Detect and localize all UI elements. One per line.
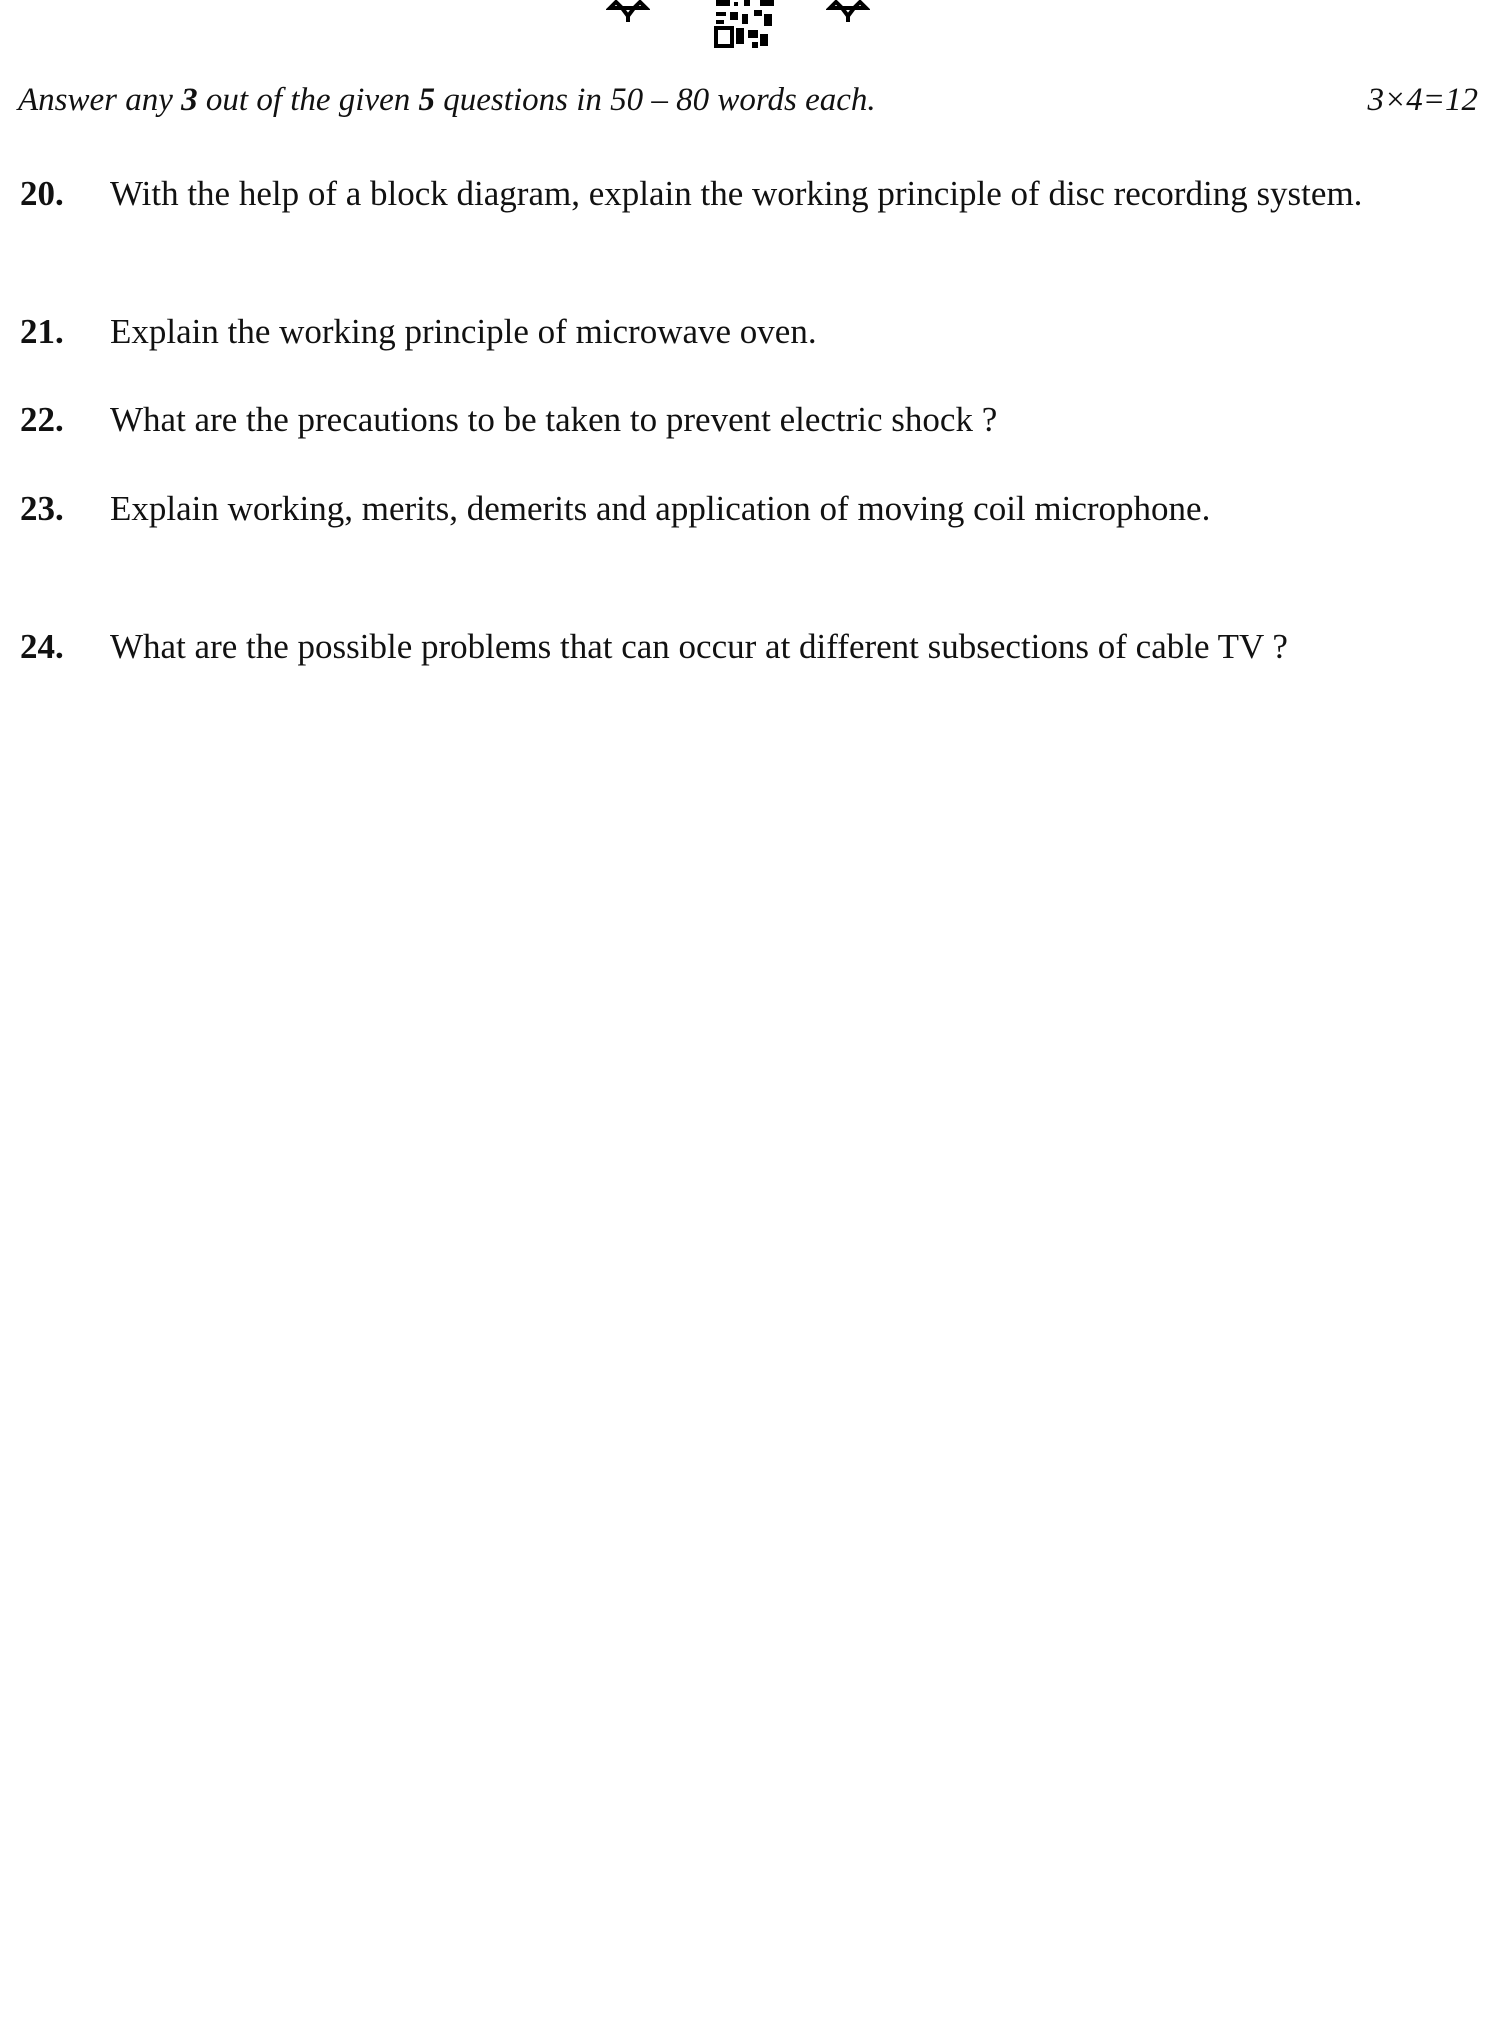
question-number: 20.: [20, 174, 64, 213]
question-21: [20, 308, 1400, 356]
section-instruction: [18, 82, 1478, 119]
section-marks: 3×4=12: [1367, 82, 1478, 118]
question-23: [20, 485, 1400, 533]
question-24: [20, 623, 1400, 671]
question-text: What are the precautions to be taken to prevent electric shock ?: [110, 400, 998, 439]
question-number: 24.: [20, 627, 64, 666]
question-22: [20, 396, 1400, 444]
question-number: 23.: [20, 489, 64, 528]
question-number: 21.: [20, 312, 64, 351]
question-text: Explain working, merits, demerits and application of moving coil microphone.: [110, 489, 1211, 528]
qr-code-icon: [714, 0, 776, 50]
instruction-text-1: Answer any: [18, 82, 182, 118]
question-text: With the help of a block diagram, explain the working principle of disc recording system.: [110, 174, 1363, 213]
instruction-count-attempt: 3: [181, 82, 198, 118]
question-text: Explain the working principle of microwave oven.: [110, 312, 817, 351]
ornament-icon: [826, 0, 870, 24]
instruction-text-2: out of the given: [197, 82, 419, 118]
instruction-count-total: 5: [418, 82, 436, 118]
question-20: [20, 170, 1400, 218]
ornament-icon: [606, 0, 650, 24]
instruction-text-3: questions in 50 – 80 words each.: [435, 82, 876, 118]
question-text: What are the possible problems that can occur at different subsections of cable TV ?: [110, 627, 1288, 666]
question-number: 22.: [20, 400, 64, 439]
